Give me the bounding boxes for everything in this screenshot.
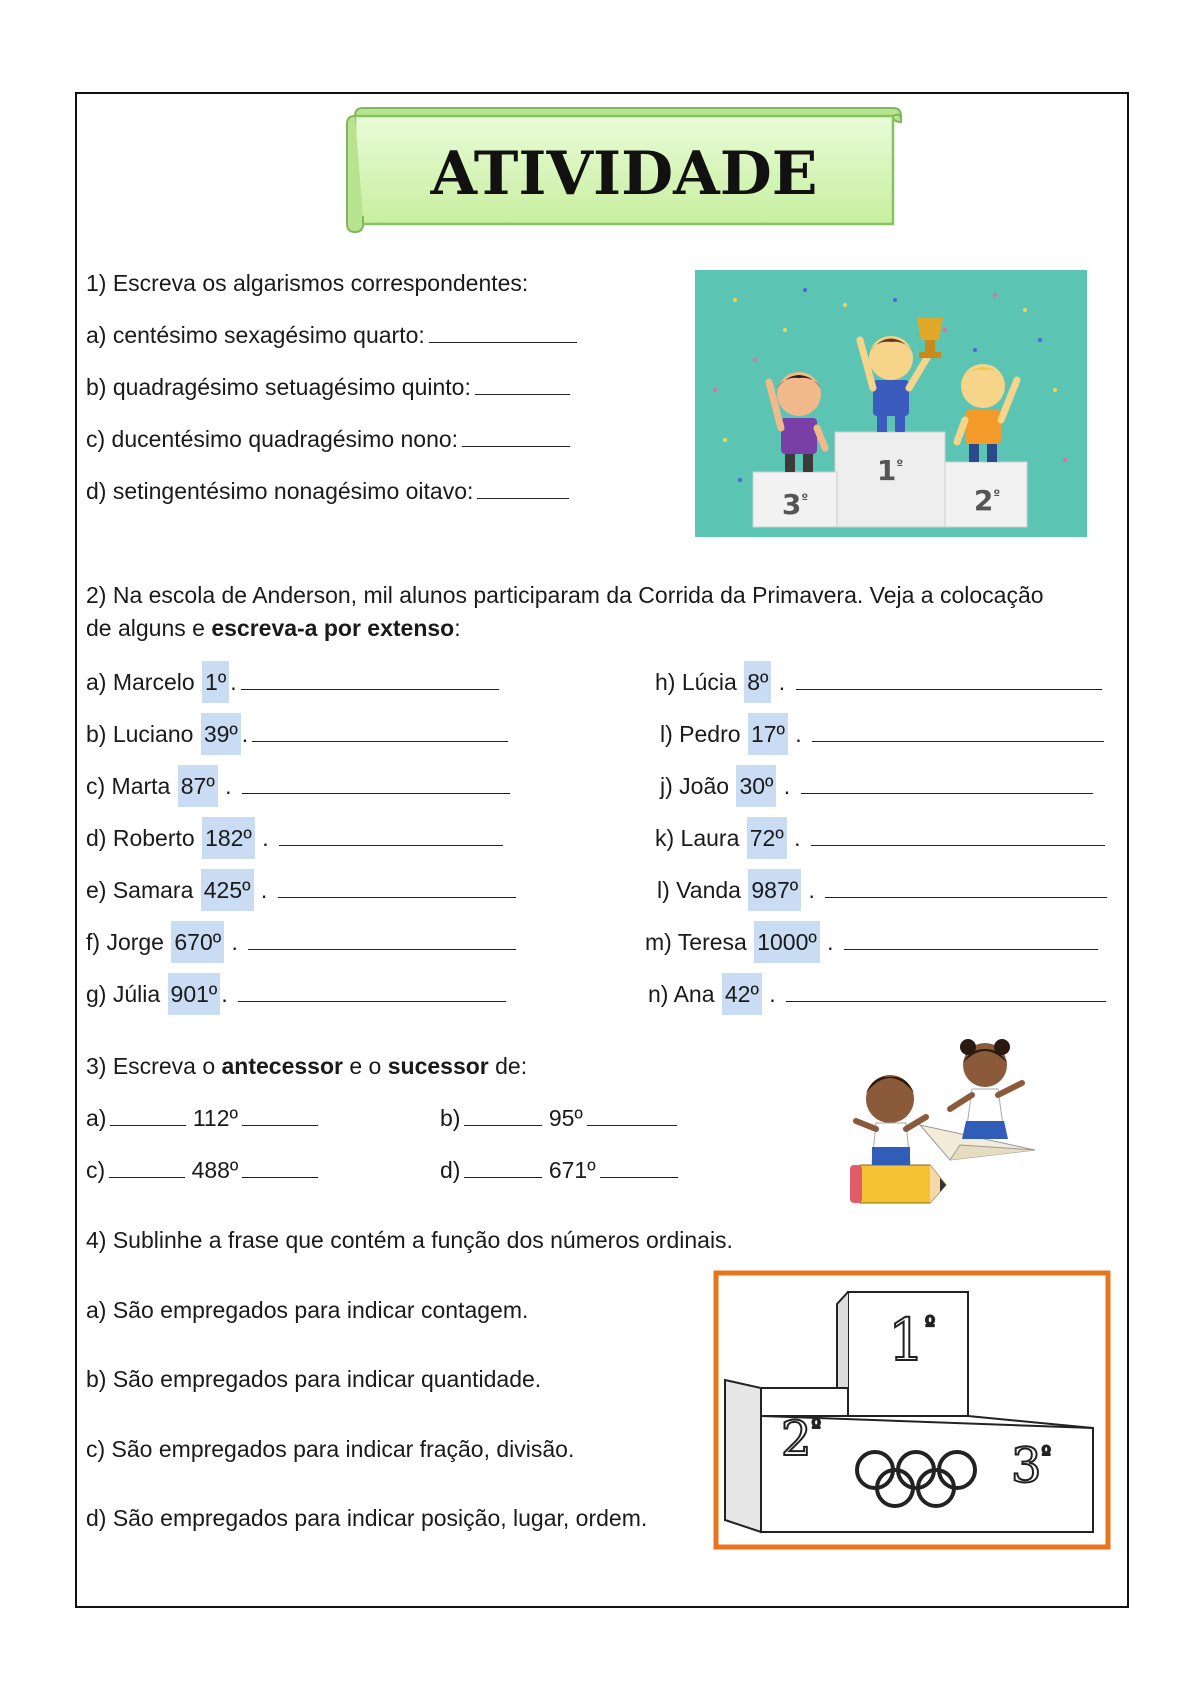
drawing-second-number: $2^º$: [781, 1411, 821, 1467]
q4-option-b[interactable]: b) São empregados para indicar quantidade.: [86, 1366, 542, 1392]
q3-item-a: a) 112º: [86, 1107, 318, 1130]
q3-item-c: c) 488º: [86, 1159, 318, 1182]
q1-item-a: a) centésimo sexagésimo quarto:: [86, 324, 577, 347]
q4-option-c[interactable]: c) São empregados para indicar fração, divisão.: [86, 1436, 575, 1462]
podium-first-number: $1^º$: [876, 454, 904, 487]
q4-option-d[interactable]: d) São empregados para indicar posição, lugar, ordem.: [86, 1505, 648, 1531]
drawing-first-number: $1^º$: [888, 1306, 936, 1374]
q2-left-d: d) Roberto 182º .: [86, 825, 503, 852]
q2-left-b: b) Luciano 39º .: [86, 721, 508, 748]
drawing-third-number: $3^º$: [1011, 1438, 1051, 1494]
podium-third-number: $3^º$: [781, 488, 809, 521]
title-banner: [345, 106, 905, 238]
podium-second-number: $2^º$: [973, 484, 1001, 517]
q3-item-b: b) 95º: [440, 1107, 677, 1130]
kids-pencil-illustration: [850, 1035, 1040, 1210]
q3-heading: 3) Escreva o antecessor e o sucessor de:: [86, 1053, 528, 1079]
q2-right-k: k) Laura 72º .: [655, 825, 1105, 852]
q2-left-g: g) Júlia 901º .: [86, 981, 506, 1008]
q2-right-j: j) João 30º .: [660, 773, 1093, 800]
q4-option-a[interactable]: a) São empregados para indicar contagem.: [86, 1297, 529, 1323]
q2-left-f: f) Jorge 670º .: [86, 929, 516, 956]
q2-heading-line2: de alguns e escreva-a por extenso:: [86, 615, 461, 641]
q2-right-i: l) Pedro 17º .: [660, 721, 1104, 748]
podium-kids-illustration: [695, 270, 1087, 537]
q2-left-a: a) Marcelo 1º .: [86, 669, 499, 696]
q2-right-m: m) Teresa 1000º .: [645, 929, 1098, 956]
title-text: ATIVIDADE: [430, 139, 818, 209]
q1-heading: 1) Escreva os algarismos correspondentes:: [86, 270, 529, 296]
q2-right-h: h) Lúcia 8º .: [655, 669, 1102, 696]
q4-heading: 4) Sublinhe a frase que contém a função dos números ordinais.: [86, 1227, 733, 1253]
olympic-podium-drawing: [713, 1270, 1111, 1550]
q3-item-d: d) 671º: [440, 1159, 678, 1182]
q1-item-b: b) quadragésimo setuagésimo quinto:: [86, 376, 570, 399]
q2-heading-line1: 2) Na escola de Anderson, mil alunos participaram da Corrida da Primavera. Veja a colocação: [86, 582, 1044, 608]
q1-item-d: d) setingentésimo nonagésimo oitavo:: [86, 480, 569, 503]
q2-right-l: l) Vanda 987º .: [657, 877, 1107, 904]
q2-right-n: n) Ana 42º .: [648, 981, 1106, 1008]
q1-item-c: c) ducentésimo quadragésimo nono:: [86, 428, 570, 451]
q2-left-e: e) Samara 425º .: [86, 877, 516, 904]
q2-left-c: c) Marta 87º .: [86, 773, 510, 800]
